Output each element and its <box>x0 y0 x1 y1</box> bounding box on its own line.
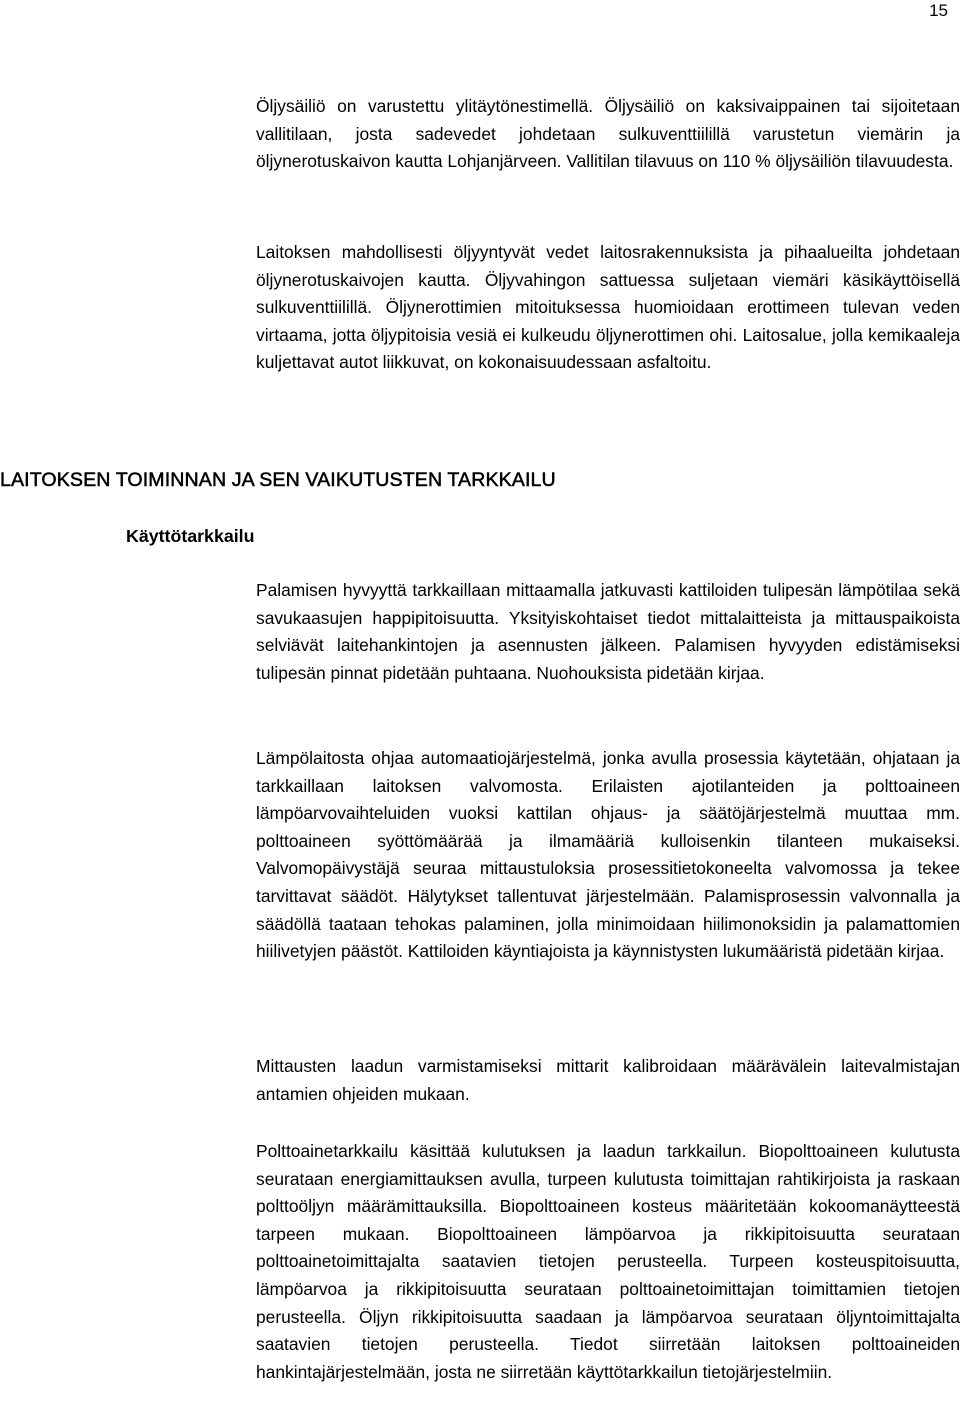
paragraph-automation-system: Lämpölaitosta ohjaa automaatiojärjestelmä, jonka avulla prosessia käytetään, ohjataan ja tarkkaillaan laitoksen valvomosta. Erilaisten ajotilanteiden ja polttoaineen lämpöarvovaihteluiden vuoksi kattilan ohjaus- ja säätöjärjestelmä muuttaa mm. polttoaineen syöttömäärää ja ilmamääriä kulloisenkin tilanteen mukaiseksi. Valvomopäivystäjä seuraa mittaustuloksia prosessitietokoneelta valvomossa ja tekee tarvittavat säädöt. Hälytykset tallentuvat järjestelmään. Palamisprosessin valvonnalla ja säädöllä taataan tehokas palaminen, jolla minimoidaan hiilimonoksidin ja palamattomien hiilivetyjen päästöt. Kattiloiden käyntiajoista ja käynnistysten lukumääristä pidetään kirjaa. <box>256 748 960 962</box>
paragraph-fuel-monitoring: Polttoainetarkkailu käsittää kulutuksen ja laadun tarkkailun. Biopolttoaineen kulutusta seurataan energiamittauksen avulla, turpeen kulutusta toimittajan rahtikirjoista ja raskaan polttoöljyn määrämittauksilla. Biopolttoaineen kosteus määritetään kokoomanäytteestä tarpeen mukaan. Biopolttoaineen lämpöarvoa ja rikkipitoisuutta seurataan polttoainetoimittajalta saatavien tietojen perusteella. Turpeen kosteuspitoisuutta, lämpöarvoa ja rikkipitoisuutta seurataan polttoainetoimittajan toimittamien tietojen perusteella. Öljyn rikkipitoisuutta saadaan ja lämpöarvoa seurataan öljyntoimittajalta saatavien tietojen perusteella. Tiedot siirretään laitoksen polttoaineiden hankintajärjestelmään, josta ne siirretään käyttötarkkailun tietojärjestelmiin. <box>256 1141 960 1382</box>
paragraph-combustion-monitoring: Palamisen hyvyyttä tarkkaillaan mittaamalla jatkuvasti kattiloiden tulipesän lämpötilaa sekä savukaasujen happipitoisuutta. Yksityiskohtaiset tiedot mittalaitteista ja mittauspaikoista selviävät laitehankintojen ja asennusten jälkeen. Palamisen hyvyyden edistämiseksi tulipesän pinnat pidetään puhtaana. Nuohouksista pidetään kirjaa. <box>256 580 960 683</box>
paragraph-calibration: Mittausten laadun varmistamiseksi mittarit kalibroidaan määrävälein laitevalmistajan antamien ohjeiden mukaan. <box>256 1056 960 1104</box>
paragraph-oil-tank: Öljysäiliö on varustettu ylitäytönestimellä. Öljysäiliö on kaksivaippainen tai sijoitetaan vallitilaan, josta sadevedet johdetaan sulkuventtiilillä varustetun viemärin ja öljynerotuskaivon kautta Lohjanjärveen. Vallitilan tilavuus on 110 % öljysäiliön tilavuudesta. <box>256 96 960 172</box>
paragraph-oil-separation: Laitoksen mahdollisesti öljyyntyvät vedet laitosrakennuksista ja pihaalueilta johdetaan öljynerotuskaivojen kautta. Öljyvahingon sattuessa suljetaan viemäri käsikäyttöisellä sulkuventtiilillä. Öljynerottimien mitoituksessa huomioidaan erottimeen tulevan veden virtaama, jotta öljypitoisia vesiä ei kulkeudu öljynerottimen ohi. Laitosalue, jolla kemikaaleja kuljettavat autot liikkuvat, on kokonaisuudessaan asfaltoitu. <box>256 242 960 373</box>
page-number: 15 <box>929 1 948 20</box>
section-heading: LAITOKSEN TOIMINNAN JA SEN VAIKUTUSTEN TARKKAILU <box>0 469 556 491</box>
subsection-heading: Käyttötarkkailu <box>126 526 255 546</box>
